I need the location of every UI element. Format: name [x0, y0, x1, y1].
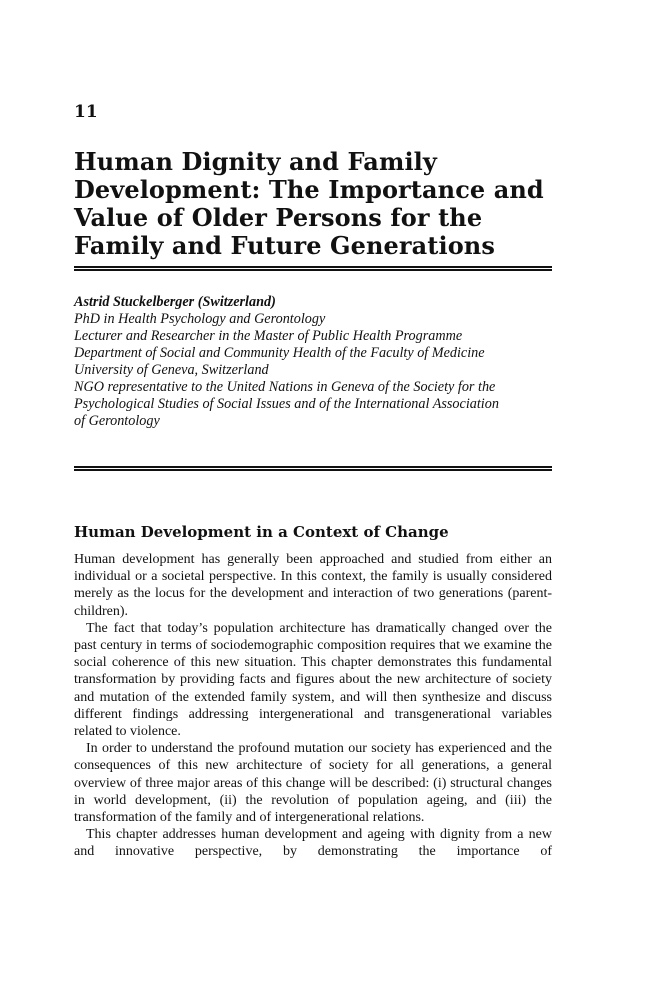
- author-line: Lecturer and Researcher in the Master of Public Health Programme: [74, 328, 463, 344]
- author-affiliation: [74, 294, 552, 430]
- paragraph: Human development has generally been approached and studied from either an individual or a societal perspective. In this context, the family is usually considered merely as the locus for the development and interaction of two generations (parent-children).: [74, 552, 552, 619]
- chapter-title: Human Dignity and Family Development: The Importance and Value of Older Persons for the Family and Future Generations: [74, 147, 544, 260]
- author-line: of Gerontology: [74, 413, 160, 429]
- author-line: University of Geneva, Switzerland: [74, 362, 269, 378]
- author-divider: [74, 466, 552, 471]
- section-heading: Human Development in a Context of Change: [74, 523, 449, 541]
- paragraph: In order to understand the profound mutation our society has experienced and the consequences of this new architecture of society for all generations, a general overview of three major areas of this change will be described: (i) structural changes in world development, (ii) the revolution of population ageing, and (iii) the transformation of the family and of intergenerational relations.: [74, 741, 552, 826]
- author-line: Psychological Studies of Social Issues and of the International Association: [74, 396, 499, 412]
- body-text: [74, 551, 552, 861]
- author-name: Astrid Stuckelberger (Switzerland): [74, 294, 276, 310]
- chapter-number: 11: [74, 102, 98, 122]
- paragraph: This chapter addresses human development and ageing with dignity from a new and innovative perspective, by demonstrating the importance of: [74, 827, 552, 860]
- paragraph: The fact that today’s population architecture has dramatically changed over the past century in terms of sociodemographic composition requires that we examine the social coherence of this new situation. This chapter demonstrates this fundamental transformation by providing facts and figures about the new architecture of society and mutation of the extended family system, and will then synthesize and discuss different findings addressing intergenerational and transgenerational variables related to violence.: [74, 620, 552, 740]
- author-line: NGO representative to the United Nations in Geneva of the Society for the: [74, 379, 496, 395]
- title-divider: [74, 266, 552, 271]
- author-line: Department of Social and Community Health of the Faculty of Medicine: [74, 345, 485, 361]
- author-line: PhD in Health Psychology and Gerontology: [74, 311, 326, 327]
